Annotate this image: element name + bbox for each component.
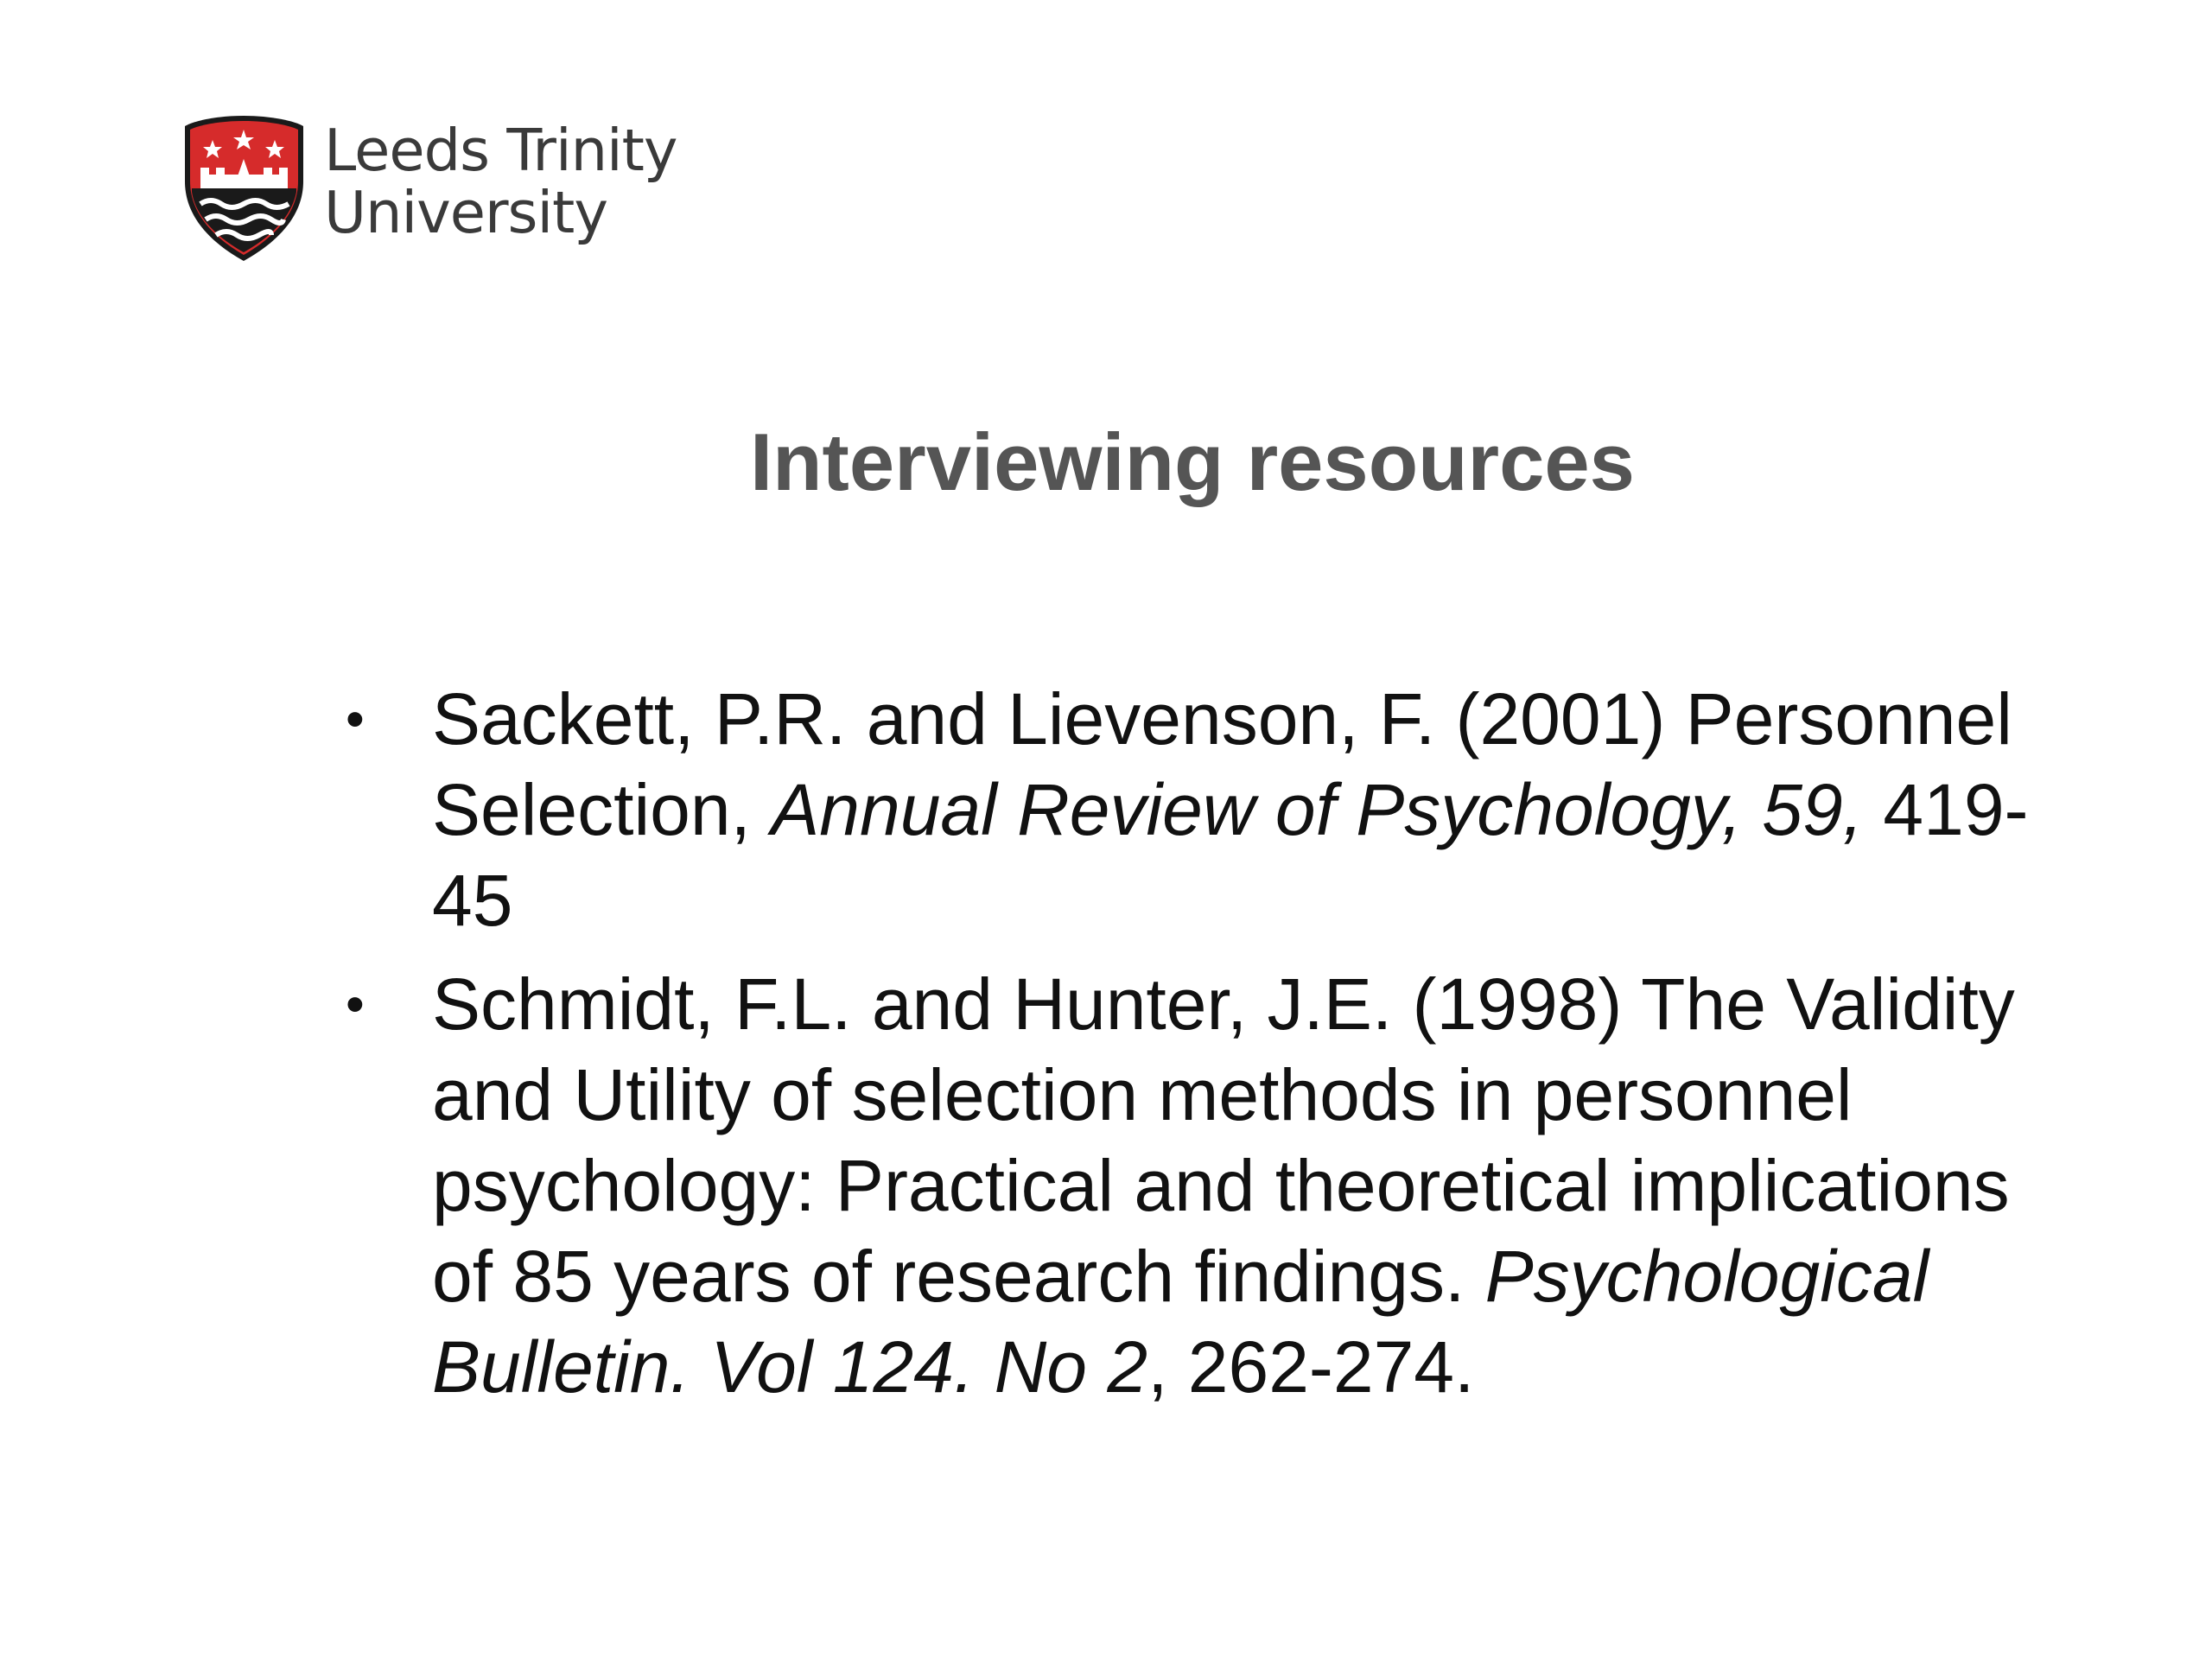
bullet-icon: •	[346, 975, 365, 1034]
reference-item	[346, 959, 2039, 1413]
reference-text: 419-45	[432, 769, 2029, 941]
reference-text: Sackett, P.R. and Lievenson, F. (2001) Personnel Selection,	[432, 678, 2012, 850]
bullet-icon: •	[346, 690, 365, 749]
reference-list	[346, 674, 2039, 1426]
university-logo	[181, 114, 683, 270]
reference-source: Psychological Bulletin. Vol 124. No 2	[432, 1236, 1929, 1408]
reference-text: , 262-274.	[1147, 1326, 1475, 1408]
reference-text: Schmidt, F.L. and Hunter, J.E. (1998) The Validity and Utility of selection methods in personnel psychology: Practical and theoretical implications of 85 years of research findings.	[432, 963, 2015, 1317]
logo-line-1: Leeds Trinity	[324, 117, 677, 184]
crest-icon	[181, 114, 307, 263]
slide-title: Interviewing resources	[750, 416, 1635, 507]
logo-wordmark	[324, 119, 677, 244]
logo-line-2: University	[324, 179, 607, 246]
reference-item	[346, 674, 2039, 946]
reference-source: Annual Review of Psychology, 59,	[771, 769, 1864, 850]
